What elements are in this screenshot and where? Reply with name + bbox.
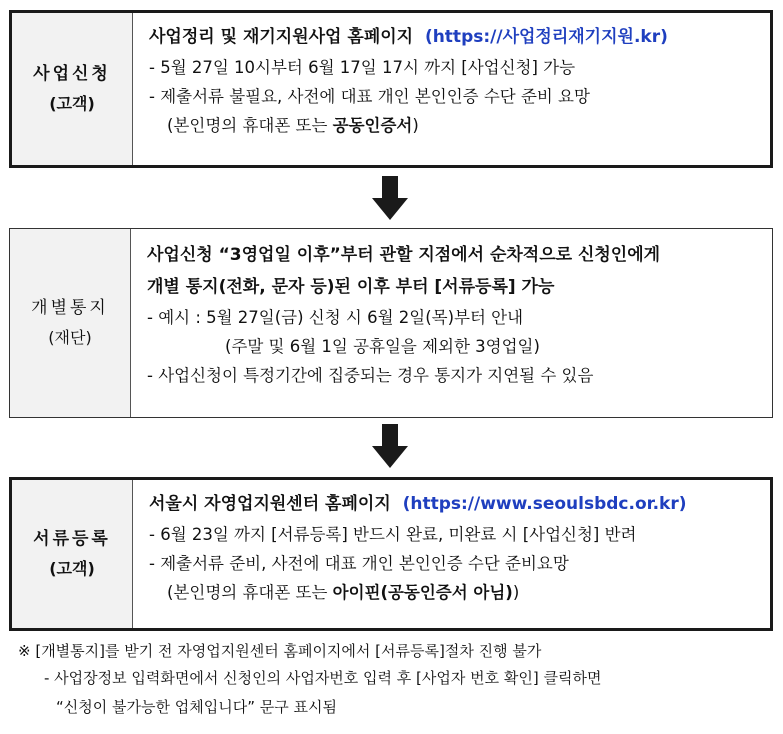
step-notify-heading-line1: 사업신청 “3영업일 이후”부터 관할 지점에서 순차적으로 신청인에게 xyxy=(147,245,661,265)
down-arrow-icon xyxy=(372,176,408,220)
step-notify-example-note: (주말 및 6월 1일 공휴일을 제외한 3영업일) xyxy=(225,337,540,356)
down-arrow-icon xyxy=(372,424,408,468)
step-register-heading xyxy=(149,488,770,520)
step-apply-auth-suffix: ) xyxy=(412,116,419,135)
footnote-line2: - 사업장정보 입력화면에서 신청인의 사업자번호 입력 후 [사업자 번호 확인] 클릭하면 xyxy=(44,669,602,687)
step-apply-auth-bold: 공동인증서 xyxy=(332,116,413,135)
step-apply-content xyxy=(133,13,770,165)
footnote-line1: ※ [개별통지]를 받기 전 자영업지원센터 홈페이지에서 [서류등록]절차 진행 불가 xyxy=(18,642,542,660)
step-apply-bullet-period: - 5월 27일 10시부터 6월 17일 17시 까지 [사업신청] 가능 xyxy=(149,58,576,77)
step-register-auth-prefix: (본인명의 휴대폰 또는 xyxy=(167,583,333,602)
step-register-label: 서류등록 xyxy=(33,529,111,549)
step-register-bullet-deadline: - 6월 23일 까지 [서류등록] 반드시 완료, 미완료 시 [사업신청] 반려 xyxy=(149,525,637,544)
step-notify-box xyxy=(9,228,773,418)
step-notify-content xyxy=(131,229,772,417)
step-register-bullet-docs: - 제출서류 준비, 사전에 대표 개인 본인인증 수단 준비요망 xyxy=(149,554,569,573)
footnote-line3: “신청이 불가능한 업체입니다” 문구 표시됨 xyxy=(56,698,337,716)
step-apply-heading-text: 사업정리 및 재기지원사업 홈페이지 xyxy=(149,27,414,47)
step-register-sublabel: (고객) xyxy=(49,559,95,578)
step-apply-label-cell xyxy=(12,13,133,165)
step-notify-sublabel: (재단) xyxy=(48,328,92,347)
step-notify-label: 개별통지 xyxy=(31,298,109,318)
step-apply-box xyxy=(9,10,773,168)
step-register-heading-text: 서울시 자영업지원센터 홈페이지 xyxy=(149,494,391,514)
step-apply-link[interactable]: (https://사업정리재기지원.kr) xyxy=(424,27,668,47)
step-apply-heading xyxy=(149,21,770,53)
step-apply-label: 사업신청 xyxy=(33,64,111,84)
step-notify-bullet-example: - 예시 : 5월 27일(금) 신청 시 6월 2일(목)부터 안내 xyxy=(147,308,524,327)
step-register-auth-suffix: ) xyxy=(512,583,520,602)
step-apply-bullet-docs: - 제출서류 불필요, 사전에 대표 개인 본인인증 수단 준비 요망 xyxy=(149,87,590,106)
step-apply-auth-note xyxy=(149,111,770,140)
step-notify-bullet-delay: - 사업신청이 특정기간에 집중되는 경우 통지가 지연될 수 있음 xyxy=(147,366,594,385)
step-apply-sublabel: (고객) xyxy=(49,94,95,113)
step-register-link[interactable]: (https://www.seoulsbdc.or.kr) xyxy=(402,494,687,514)
step-register-label-cell xyxy=(12,480,133,628)
step-register-auth-bold: 아이핀(공동인증서 아님) xyxy=(332,583,513,602)
step-notify-heading-line2: 개별 통지(전화, 문자 등)된 이후 부터 [서류등록] 가능 xyxy=(147,277,555,297)
step-register-auth-note xyxy=(149,578,770,607)
step-register-box xyxy=(9,477,773,631)
step-register-content xyxy=(133,480,770,628)
step-notify-label-cell xyxy=(10,229,131,417)
step-apply-auth-prefix: (본인명의 휴대폰 또는 xyxy=(167,116,333,135)
